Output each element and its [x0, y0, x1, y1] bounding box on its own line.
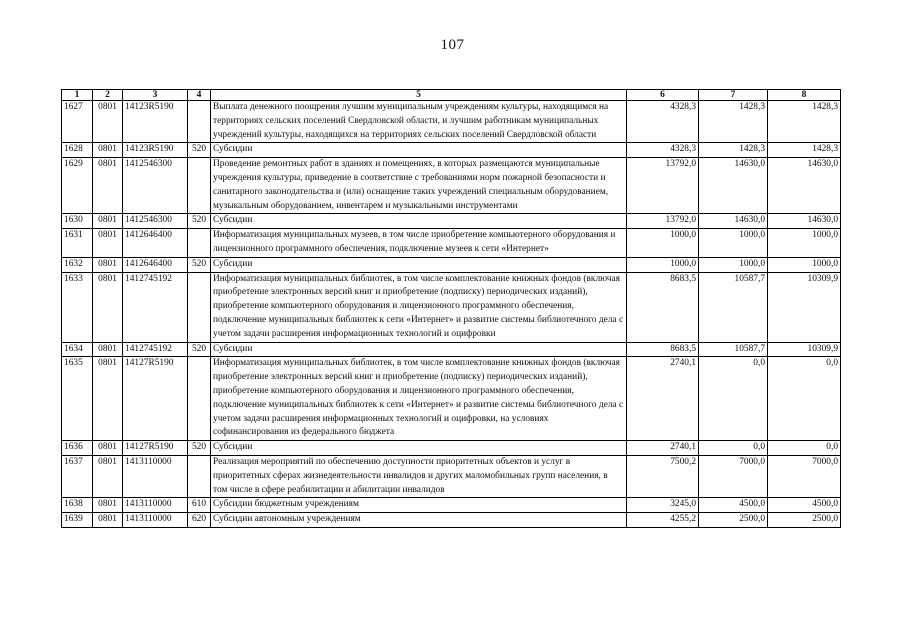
section-code-cell: 0801 [93, 229, 123, 258]
target-code-cell: 1412646400 [123, 257, 188, 272]
section-code-cell: 0801 [93, 214, 123, 229]
amount-col6-cell: 2740,1 [627, 357, 699, 441]
expense-type-cell: 520 [188, 342, 211, 357]
table-row [62, 342, 841, 357]
description-cell: Информатизация муниципальных библиотек, в том числе комплектование книжных фондов (включая приобретение электронных версий книг и приобретение (подписку) периодических изданий), приобретение компьютерного оборудования и лицензионного программного обеспечения, подключение муниципальных библиотек к сети «Интернет» и развитие системы библиотечного дела с учетом задачи расширения информационных технологий и оцифровки, на условиях софинансирования из федерального бюджета [211, 357, 627, 441]
target-code-cell: 1412646400 [123, 229, 188, 258]
amount-col8-cell: 2500,0 [768, 513, 841, 528]
expense-type-cell [188, 229, 211, 258]
amount-col8-cell: 10309,9 [768, 272, 841, 342]
row-number-cell: 1627 [62, 101, 93, 143]
section-code-cell: 0801 [93, 158, 123, 214]
section-code-cell: 0801 [93, 272, 123, 342]
amount-col8-cell: 14630,0 [768, 214, 841, 229]
section-code-cell: 0801 [93, 513, 123, 528]
row-number-cell: 1632 [62, 257, 93, 272]
column-header: 5 [211, 90, 627, 101]
amount-col8-cell: 1428,3 [768, 143, 841, 158]
description-cell: Субсидии бюджетным учреждениям [211, 498, 627, 513]
budget-table [61, 89, 841, 528]
amount-col8-cell: 7000,0 [768, 455, 841, 497]
table-row [62, 272, 841, 342]
amount-col8-cell: 0,0 [768, 441, 841, 456]
table-row [62, 513, 841, 528]
section-code-cell: 0801 [93, 257, 123, 272]
amount-col8-cell: 1000,0 [768, 257, 841, 272]
target-code-cell: 14123R5190 [123, 143, 188, 158]
expense-type-cell: 610 [188, 498, 211, 513]
amount-col6-cell: 2740,1 [627, 441, 699, 456]
expense-type-cell: 520 [188, 143, 211, 158]
target-code-cell: 1413110000 [123, 455, 188, 497]
page-number: 107 [440, 37, 465, 53]
row-number-cell: 1633 [62, 272, 93, 342]
row-number-cell: 1629 [62, 158, 93, 214]
target-code-cell: 14127R5190 [123, 357, 188, 441]
amount-col7-cell: 0,0 [699, 441, 768, 456]
amount-col8-cell: 14630,0 [768, 158, 841, 214]
target-code-cell: 1412745192 [123, 272, 188, 342]
amount-col7-cell: 1000,0 [699, 229, 768, 258]
amount-col8-cell: 4500,0 [768, 498, 841, 513]
amount-col7-cell: 2500,0 [699, 513, 768, 528]
table-row [62, 158, 841, 214]
description-cell: Субсидии [211, 257, 627, 272]
section-code-cell: 0801 [93, 455, 123, 497]
table-row [62, 257, 841, 272]
expense-type-cell: 520 [188, 257, 211, 272]
expense-type-cell [188, 158, 211, 214]
row-number-cell: 1630 [62, 214, 93, 229]
amount-col8-cell: 1000,0 [768, 229, 841, 258]
target-code-cell: 1412745192 [123, 342, 188, 357]
column-header: 3 [123, 90, 188, 101]
table-row [62, 441, 841, 456]
target-code-cell: 1412546300 [123, 158, 188, 214]
target-code-cell: 14127R5190 [123, 441, 188, 456]
row-number-cell: 1639 [62, 513, 93, 528]
description-cell: Субсидии [211, 342, 627, 357]
table-row [62, 214, 841, 229]
section-code-cell: 0801 [93, 143, 123, 158]
expense-type-cell [188, 357, 211, 441]
description-cell: Субсидии [211, 143, 627, 158]
table-header-row [62, 90, 841, 101]
amount-col7-cell: 1428,3 [699, 101, 768, 143]
target-code-cell: 14123R5190 [123, 101, 188, 143]
table-row [62, 357, 841, 441]
amount-col7-cell: 0,0 [699, 357, 768, 441]
description-cell: Реализация мероприятий по обеспечению доступности приоритетных объектов и услуг в приоритетных сферах жизнедеятельности инвалидов и других маломобильных групп населения, в том числе в сфере реабилитации и абилитации инвалидов [211, 455, 627, 497]
row-number-cell: 1635 [62, 357, 93, 441]
amount-col6-cell: 13792,0 [627, 158, 699, 214]
description-cell: Информатизация муниципальных музеев, в том числе приобретение компьютерного оборудования и лицензионного программного обеспечения, подключение музеев к сети «Интернет» [211, 229, 627, 258]
row-number-cell: 1631 [62, 229, 93, 258]
column-header: 2 [93, 90, 123, 101]
table-row [62, 101, 841, 143]
column-header: 1 [62, 90, 93, 101]
amount-col6-cell: 4328,3 [627, 143, 699, 158]
row-number-cell: 1634 [62, 342, 93, 357]
row-number-cell: 1628 [62, 143, 93, 158]
expense-type-cell [188, 272, 211, 342]
amount-col8-cell: 10309,9 [768, 342, 841, 357]
amount-col6-cell: 4328,3 [627, 101, 699, 143]
column-header: 6 [627, 90, 699, 101]
expense-type-cell [188, 101, 211, 143]
description-cell: Субсидии [211, 214, 627, 229]
description-cell: Субсидии автономным учреждениям [211, 513, 627, 528]
table-row [62, 143, 841, 158]
amount-col7-cell: 1000,0 [699, 257, 768, 272]
section-code-cell: 0801 [93, 101, 123, 143]
table-row [62, 498, 841, 513]
amount-col6-cell: 1000,0 [627, 257, 699, 272]
description-cell: Субсидии [211, 441, 627, 456]
amount-col7-cell: 10587,7 [699, 342, 768, 357]
column-header: 8 [768, 90, 841, 101]
table-row [62, 229, 841, 258]
section-code-cell: 0801 [93, 342, 123, 357]
table-row [62, 455, 841, 497]
target-code-cell: 1412546300 [123, 214, 188, 229]
description-cell: Информатизация муниципальных библиотек, в том числе комплектование книжных фондов (включая приобретение электронных версий книг и приобретение (подписку) периодических изданий), приобретение компьютерного оборудования и лицензионного программного обеспечения, подключение муниципальных библиотек к сети «Интернет» и развитие системы библиотечного дела с учетом задачи расширения информационных технологий и оцифровки [211, 272, 627, 342]
column-header: 7 [699, 90, 768, 101]
expense-type-cell [188, 455, 211, 497]
amount-col7-cell: 1428,3 [699, 143, 768, 158]
expense-type-cell: 520 [188, 214, 211, 229]
amount-col7-cell: 7000,0 [699, 455, 768, 497]
section-code-cell: 0801 [93, 357, 123, 441]
amount-col7-cell: 10587,7 [699, 272, 768, 342]
amount-col7-cell: 14630,0 [699, 214, 768, 229]
table-body [62, 101, 841, 528]
amount-col7-cell: 4500,0 [699, 498, 768, 513]
amount-col6-cell: 8683,5 [627, 272, 699, 342]
expense-type-cell: 620 [188, 513, 211, 528]
amount-col6-cell: 7500,2 [627, 455, 699, 497]
expense-type-cell: 520 [188, 441, 211, 456]
row-number-cell: 1636 [62, 441, 93, 456]
description-cell: Проведение ремонтных работ в зданиях и помещениях, в которых размещаются муниципальные учреждения культуры, приведение в соответствие с требованиями норм пожарной безопасности и санитарного законодательства и (или) оснащение таких учреждений специальным оборудованием, музыкальным оборудованием, инвентарем и музыкальными инструментами [211, 158, 627, 214]
amount-col6-cell: 13792,0 [627, 214, 699, 229]
description-cell: Выплата денежного поощрения лучшим муниципальным учреждениям культуры, находящимся на территориях сельских поселений Свердловской области, и лучшим работникам муниципальных учреждений культуры, находящихся на территориях сельских поселений Свердловской области [211, 101, 627, 143]
target-code-cell: 1413110000 [123, 513, 188, 528]
target-code-cell: 1413110000 [123, 498, 188, 513]
row-number-cell: 1637 [62, 455, 93, 497]
section-code-cell: 0801 [93, 498, 123, 513]
amount-col8-cell: 1428,3 [768, 101, 841, 143]
amount-col6-cell: 4255,2 [627, 513, 699, 528]
column-header: 4 [188, 90, 211, 101]
amount-col7-cell: 14630,0 [699, 158, 768, 214]
amount-col6-cell: 3245,0 [627, 498, 699, 513]
amount-col6-cell: 1000,0 [627, 229, 699, 258]
amount-col6-cell: 8683,5 [627, 342, 699, 357]
section-code-cell: 0801 [93, 441, 123, 456]
row-number-cell: 1638 [62, 498, 93, 513]
amount-col8-cell: 0,0 [768, 357, 841, 441]
